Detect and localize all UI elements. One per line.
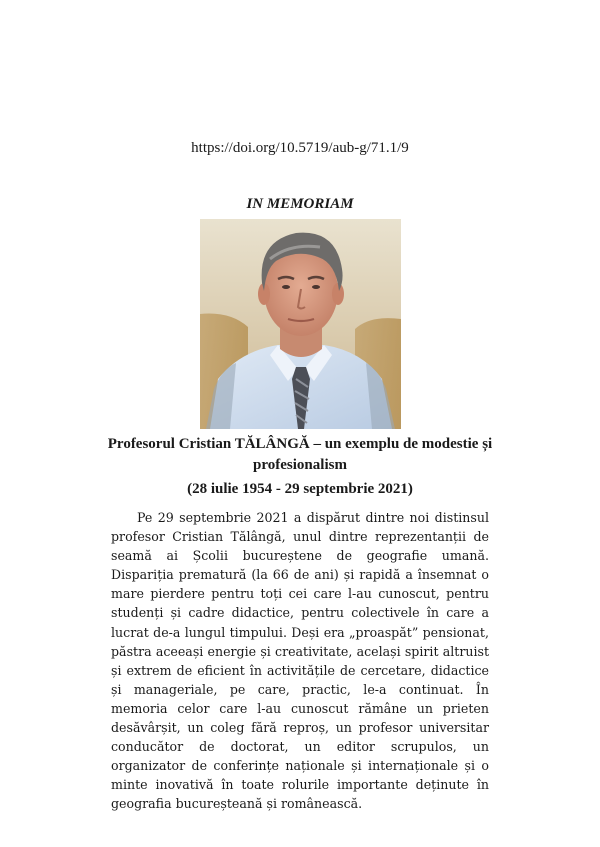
portrait-photo [200,219,401,429]
article-title-line-2: profesionalism [253,457,347,473]
section-heading: IN MEMORIAM [246,196,354,212]
article-title [90,434,510,476]
doi-link[interactable]: https://doi.org/10.5719/aub-g/71.1/9 [191,140,409,156]
life-dates: (28 iulie 1954 - 29 septembrie 2021) [187,481,413,497]
memorial-paragraph: Pe 29 septembrie 2021 a dispărut dintre noi distinsul profesor Cristian Tălângă, unul dintre reprezentanții de seamă ai Școlii bucureștene de geografie umană. Dispariția prematură (la 66 de ani) și rapidă a însemnat o mare pierdere pentru toți cei care l-au cunoscut, pentru studenți și cadre didactice, pentru colectivele în care a lucrat de-a lungul timpului. Deși era „proaspăt” pensionat, păstra aceeași energie și creativitate, același spirit altruist și extrem de eficient în activitățile de cercetare, didactice și manageriale, pe care, practic, le-a continuat. În memoria celor care l-au cunoscut rămâne un prieten desăvârșit, un coleg fără reproș, un profesor universitar conducător de doctorat, un editor scrupulos, un organizator de conferințe naționale și internaționale și o minte inovativă în toate rolurile importante deținute în geografia bucureșteană și românească. [111,510,489,812]
article-title-line-1: Profesorul Cristian TĂLÂNGĂ – un exemplu de modestie și [107,436,493,452]
